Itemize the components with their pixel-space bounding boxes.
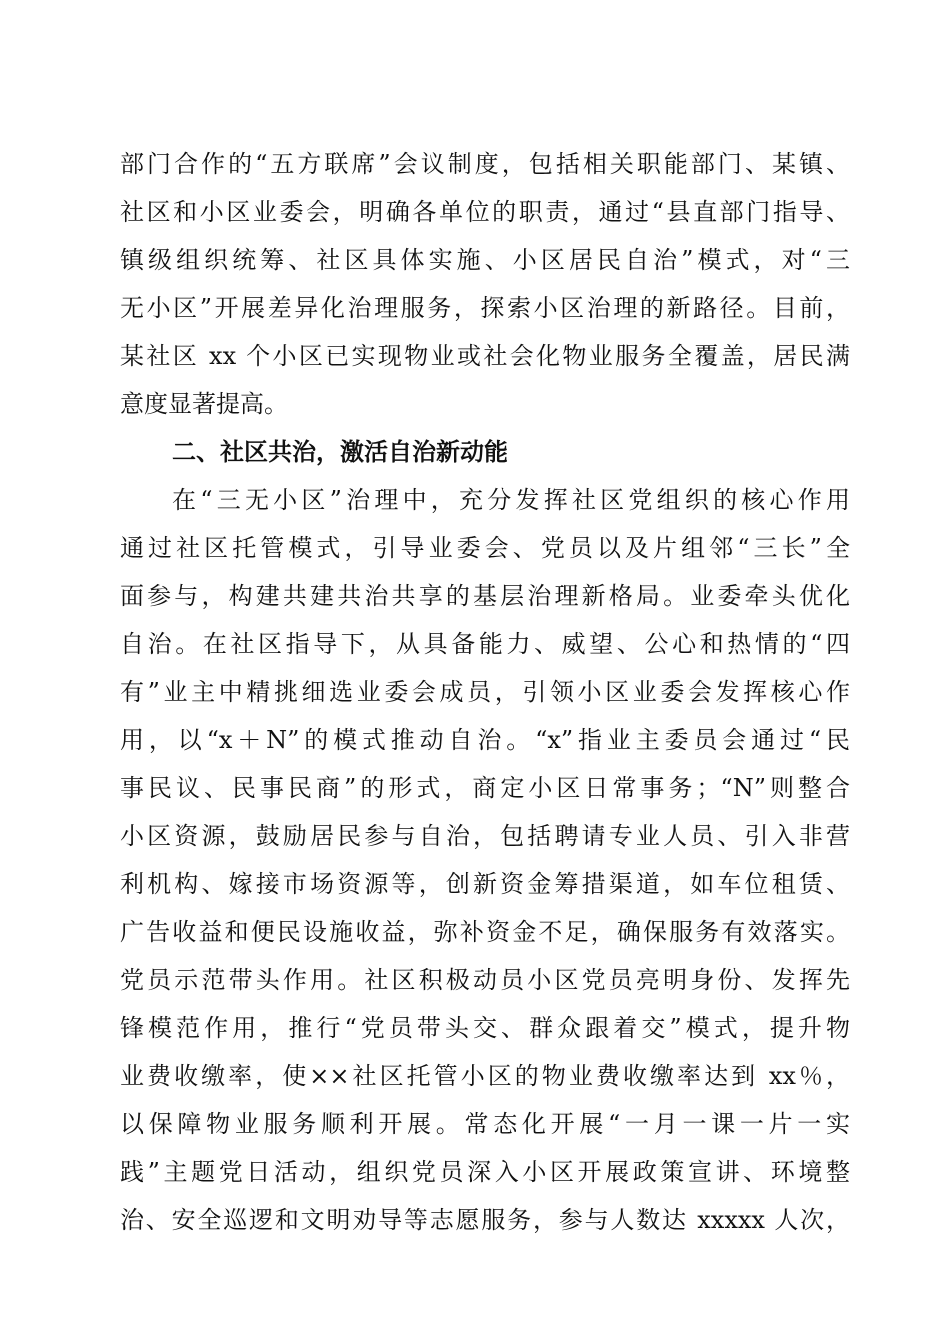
paragraph-line: 通过社区托管模式，引导业委会、党员以及片组邻“三长”全 [120, 534, 850, 562]
paragraph-line: 业费收缴率，使××社区托管小区的物业费收缴率达到 xx％， [120, 1062, 850, 1090]
paragraph-line: 用，以“x＋N”的模式推动自治。“x”指业主委员会通过“民 [120, 726, 850, 754]
paragraph-line: 践”主题党日活动，组织党员深入小区开展政策宣讲、环境整 [120, 1158, 850, 1186]
paragraph-line: 自治。在社区指导下，从具备能力、威望、公心和热情的“四 [120, 630, 850, 658]
paragraph-line: 某社区 xx 个小区已实现物业或社会化物业服务全覆盖，居民满 [120, 342, 850, 370]
paragraph-line: 事民议、民事民商”的形式，商定小区日常事务；“N”则整合 [120, 774, 850, 802]
paragraph-line: 社区和小区业委会，明确各单位的职责，通过“县直部门指导、 [120, 198, 850, 226]
paragraph-line: 面参与，构建共建共治共享的基层治理新格局。业委牵头优化 [120, 582, 850, 610]
section-heading: 二、社区共治，激活自治新动能 [172, 438, 508, 466]
paragraph-line: 意度显著提高。 [120, 390, 288, 418]
paragraph-line: 无小区”开展差异化治理服务，探索小区治理的新路径。目前， [120, 294, 850, 322]
paragraph-line: 小区资源，鼓励居民参与自治，包括聘请专业人员、引入非营 [120, 822, 850, 850]
paragraph-line: 广告收益和便民设施收益，弥补资金不足，确保服务有效落实。 [120, 918, 850, 946]
paragraph-line: 锋模范作用，推行“党员带头交、群众跟着交”模式，提升物 [120, 1014, 850, 1042]
paragraph-line: 镇级组织统筹、社区具体实施、小区居民自治”模式，对“三 [120, 246, 850, 274]
paragraph-line: 部门合作的“五方联席”会议制度，包括相关职能部门、某镇、 [120, 150, 850, 178]
paragraph-line: 以保障物业服务顺利开展。常态化开展“一月一课一片一实 [120, 1110, 850, 1138]
paragraph-line: 治、安全巡逻和文明劝导等志愿服务，参与人数达 xxxxx 人次， [120, 1206, 850, 1234]
paragraph-line: 在“三无小区”治理中，充分发挥社区党组织的核心作用 [172, 486, 850, 514]
paragraph-line: 有”业主中精挑细选业委会成员，引领小区业委会发挥核心作 [120, 678, 850, 706]
paragraph-line: 利机构、嫁接市场资源等，创新资金筹措渠道，如车位租赁、 [120, 870, 850, 898]
paragraph-line: 党员示范带头作用。社区积极动员小区党员亮明身份、发挥先 [120, 966, 850, 994]
